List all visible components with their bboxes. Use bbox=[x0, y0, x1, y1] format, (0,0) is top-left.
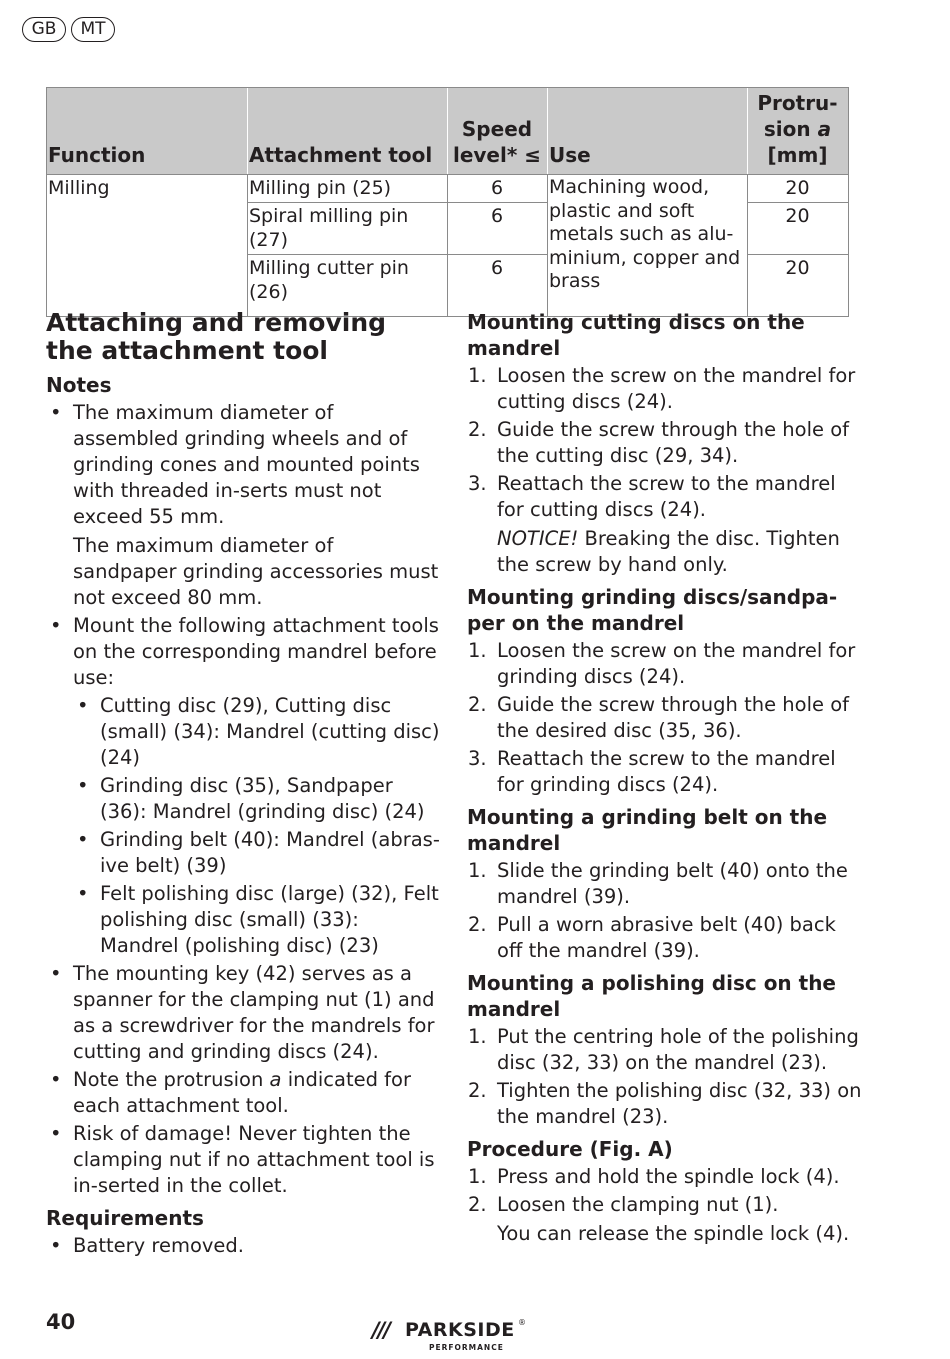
requirements-list bbox=[46, 1233, 441, 1259]
cell-tool: Milling pin (25) bbox=[248, 175, 448, 203]
list-item bbox=[467, 1192, 862, 1247]
procedure-steps bbox=[467, 1164, 862, 1247]
header-function: Function bbox=[47, 88, 248, 175]
note-pre: Note the protrusion bbox=[73, 1068, 270, 1091]
cell-use: Machining wood, plastic and soft metals such as alu-minium, copper and brass bbox=[548, 175, 748, 317]
notice-text: Breaking the disc. Tighten the screw by hand only. bbox=[497, 527, 840, 576]
note-text: The maximum diameter of assembled grinding wheels and of grinding cones and mounted points with threaded in-serts must not exceed 55 mm. bbox=[73, 401, 420, 528]
polishing-heading: Mounting a polishing disc on the mandrel bbox=[467, 971, 836, 1021]
notes-list bbox=[46, 400, 441, 1199]
language-badges bbox=[22, 17, 115, 42]
logo-subtitle: PERFORMANCE bbox=[429, 1343, 504, 1352]
list-item: • The mounting key (42) serves as a spanner for the clamping nut (1) and as a screwdriver for the mandrels for cutting and grinding discs (24). bbox=[46, 961, 441, 1065]
step-number: 1. bbox=[468, 859, 487, 882]
step-text: Put the centring hole of the polishing disc (32, 33) on the mandrel (23). bbox=[497, 1025, 859, 1074]
grinding-heading: Mounting grinding discs/sandpa-per on the mandrel bbox=[467, 585, 838, 635]
cutting-steps bbox=[467, 363, 862, 578]
belt-heading: Mounting a grinding belt on the mandrel bbox=[467, 805, 828, 855]
list-item bbox=[467, 746, 862, 798]
step-number: 2. bbox=[468, 693, 487, 716]
requirements-heading: Requirements bbox=[46, 1206, 204, 1230]
step-number: 3. bbox=[468, 747, 487, 770]
header-protrusion-line3: [mm] bbox=[767, 143, 828, 167]
list-item bbox=[467, 1078, 862, 1130]
step-text: Guide the screw through the hole of the cutting disc (29, 34). bbox=[497, 418, 849, 467]
list-item: • Battery removed. bbox=[46, 1233, 441, 1259]
step-number: 1. bbox=[468, 639, 487, 662]
notice bbox=[497, 526, 862, 578]
list-item bbox=[467, 471, 862, 578]
cell-function: Milling bbox=[47, 175, 248, 317]
left-column bbox=[46, 309, 441, 1261]
step-number: 2. bbox=[468, 1193, 487, 1216]
cell-tool: Milling cutter pin (26) bbox=[248, 255, 448, 317]
header-protrusion-line2a: sion bbox=[763, 117, 818, 141]
header-protrusion bbox=[748, 88, 849, 175]
list-item bbox=[46, 400, 441, 611]
step-text: Loosen the clamping nut (1). bbox=[497, 1193, 779, 1216]
step-text: Pull a worn abrasive belt (40) back off the mandrel (39). bbox=[497, 913, 836, 962]
step-text: Slide the grinding belt (40) onto the mandrel (39). bbox=[497, 859, 848, 908]
header-protrusion-var: a bbox=[817, 117, 832, 141]
header-attachment-tool: Attachment tool bbox=[248, 88, 448, 175]
step-text: Reattach the screw to the mandrel for cutting discs (24). bbox=[497, 472, 836, 521]
step-text: Tighten the polishing disc (32, 33) on the mandrel (23). bbox=[497, 1079, 862, 1128]
list-item bbox=[467, 638, 862, 690]
notice-label: NOTICE! bbox=[497, 527, 579, 550]
cell-speed: 6 bbox=[448, 175, 548, 203]
page-number: 40 bbox=[46, 1310, 76, 1334]
list-item bbox=[467, 1024, 862, 1076]
logo-brand: PARKSIDE bbox=[405, 1319, 515, 1341]
grinding-steps bbox=[467, 638, 862, 798]
header-protrusion-line1: Protru- bbox=[757, 91, 838, 115]
polishing-steps bbox=[467, 1024, 862, 1130]
step-extra: You can release the spindle lock (4). bbox=[497, 1222, 850, 1245]
step-number: 1. bbox=[468, 1025, 487, 1048]
mandrel-list bbox=[73, 693, 441, 959]
note-post: indicated for each attachment tool. bbox=[73, 1068, 411, 1117]
step-number: 2. bbox=[468, 913, 487, 936]
cell-tool: Spiral milling pin (27) bbox=[248, 203, 448, 255]
list-item: • Cutting disc (29), Cutting disc (small) (34): Mandrel (cutting disc) (24) bbox=[73, 693, 441, 771]
list-item bbox=[467, 858, 862, 910]
section-title: Attaching and removing the attachment tool bbox=[46, 308, 387, 365]
step-number: 3. bbox=[468, 472, 487, 495]
header-speed-line2: level* ≤ bbox=[452, 143, 542, 167]
cell-protrusion: 20 bbox=[748, 203, 849, 255]
list-item bbox=[46, 613, 441, 959]
list-item bbox=[467, 417, 862, 469]
header-use: Use bbox=[548, 88, 748, 175]
lang-badge-gb: GB bbox=[22, 17, 66, 42]
header-speed-line1: Speed bbox=[461, 117, 533, 141]
step-text: Loosen the screw on the mandrel for grinding discs (24). bbox=[497, 639, 856, 688]
step-number: 1. bbox=[468, 1165, 487, 1188]
table-header-row bbox=[47, 88, 849, 175]
note-text: Mount the following attachment tools on the corresponding mandrel before use: bbox=[73, 614, 439, 689]
cell-protrusion: 20 bbox=[748, 175, 849, 203]
step-number: 2. bbox=[468, 1079, 487, 1102]
list-item: • Grinding disc (35), Sandpaper (36): Mandrel (grinding disc) (24) bbox=[73, 773, 441, 825]
step-number: 2. bbox=[468, 418, 487, 441]
step-text: Guide the screw through the hole of the desired disc (35, 36). bbox=[497, 693, 849, 742]
header-speed-level bbox=[448, 88, 548, 175]
note-extra: The maximum diameter of sandpaper grinding accessories must not exceed 80 mm. bbox=[73, 534, 439, 609]
step-text: Reattach the screw to the mandrel for grinding discs (24). bbox=[497, 747, 836, 796]
step-text: Loosen the screw on the mandrel for cutting discs (24). bbox=[497, 364, 856, 413]
logo-trademark: ® bbox=[518, 1318, 526, 1327]
table-row bbox=[47, 175, 849, 203]
cutting-heading: Mounting cutting discs on the mandrel bbox=[467, 310, 805, 360]
cell-protrusion: 20 bbox=[748, 255, 849, 317]
list-item bbox=[467, 363, 862, 415]
list-item bbox=[467, 692, 862, 744]
list-item: • Risk of damage! Never tighten the clamping nut if no attachment tool is in-serted in the collet. bbox=[46, 1121, 441, 1199]
list-item: • Felt polishing disc (large) (32), Felt polishing disc (small) (33): Mandrel (polishing disc) (23) bbox=[73, 881, 441, 959]
list-item bbox=[467, 912, 862, 964]
list-item: • Grinding belt (40): Mandrel (abras-ive belt) (39) bbox=[73, 827, 441, 879]
step-number: 1. bbox=[468, 364, 487, 387]
note-var: a bbox=[269, 1068, 282, 1091]
cell-speed: 6 bbox=[448, 255, 548, 317]
right-column bbox=[467, 309, 862, 1249]
belt-steps bbox=[467, 858, 862, 964]
parkside-logo bbox=[372, 1318, 532, 1354]
cell-speed: 6 bbox=[448, 203, 548, 255]
notes-heading: Notes bbox=[46, 373, 112, 397]
procedure-heading: Procedure (Fig. A) bbox=[467, 1137, 673, 1161]
logo-slashes: /// bbox=[372, 1318, 390, 1342]
list-item bbox=[46, 1067, 441, 1119]
attachment-table bbox=[46, 87, 849, 317]
lang-badge-mt: MT bbox=[71, 17, 115, 42]
step-text: Press and hold the spindle lock (4). bbox=[497, 1165, 840, 1188]
list-item bbox=[467, 1164, 862, 1190]
